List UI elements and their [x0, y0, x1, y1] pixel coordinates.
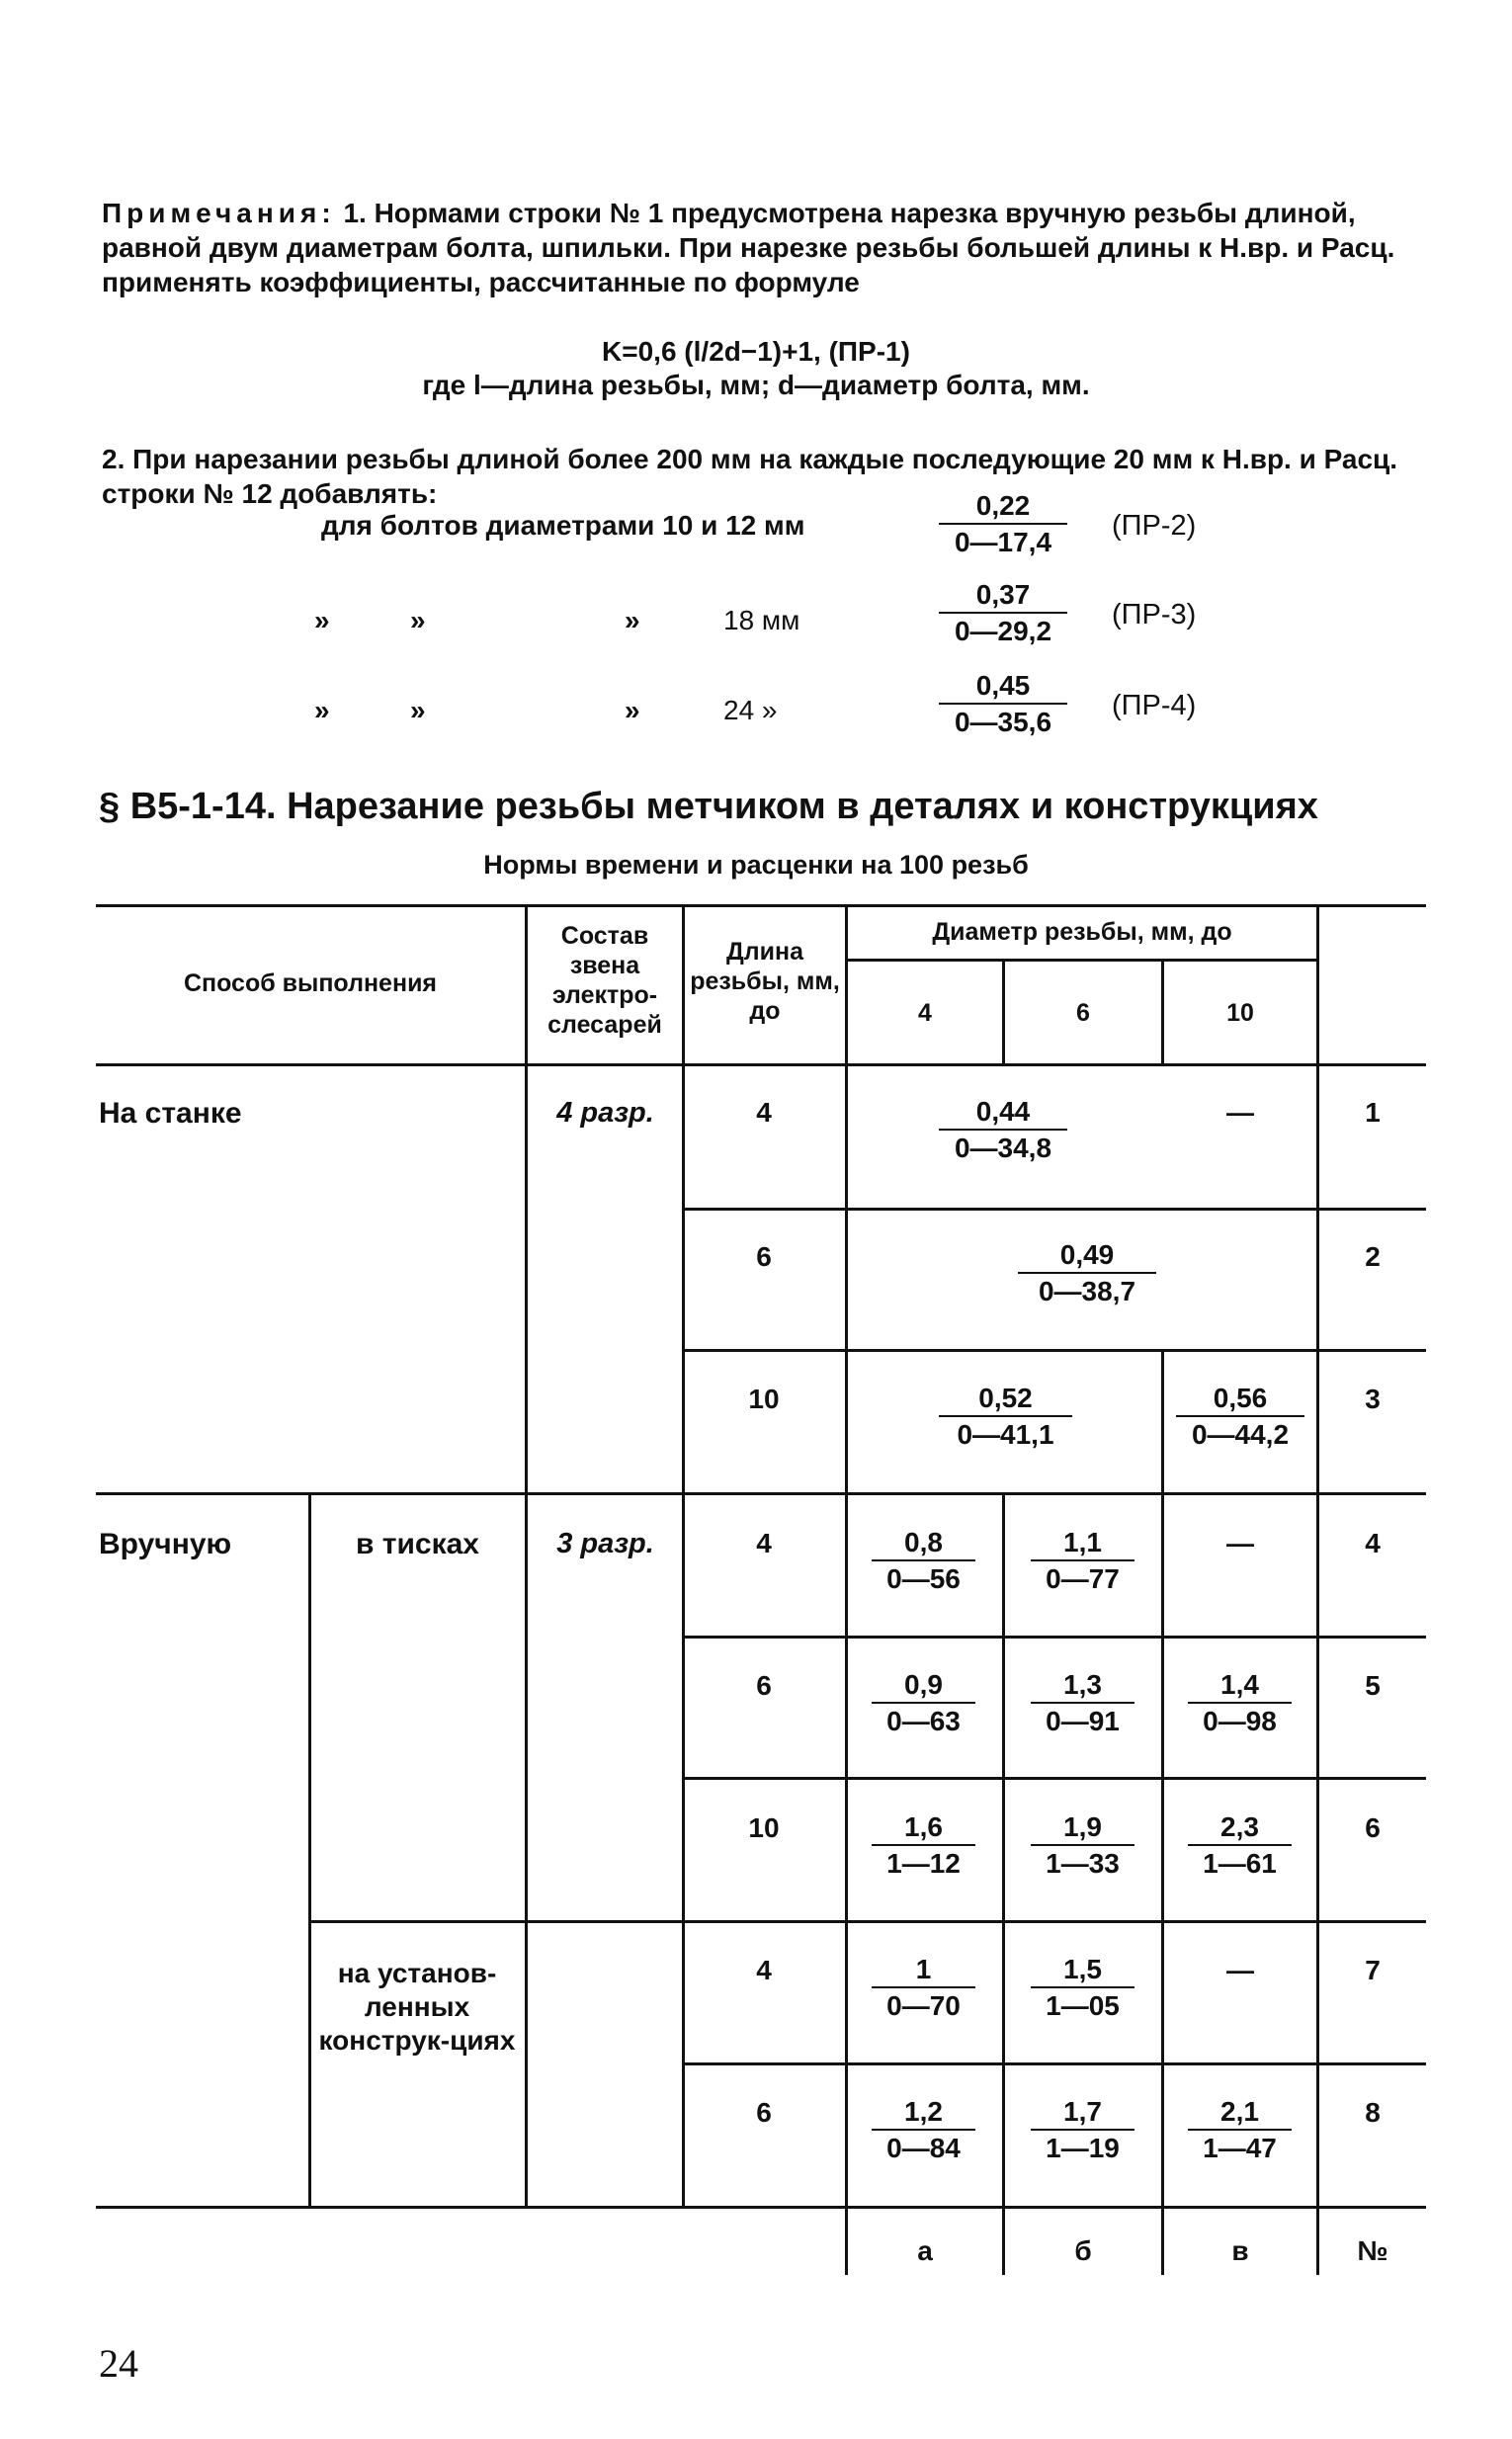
- row-8-den-a: 0—84: [886, 2133, 961, 2163]
- row-5-value-a: [872, 1668, 975, 1739]
- header-d10: 10: [1226, 999, 1254, 1027]
- section-subtitle: Нормы времени и расценки на 100 резьб: [483, 850, 1029, 880]
- row-8-value-b: [1031, 2095, 1134, 2166]
- ditto-mark: »: [410, 695, 426, 725]
- row-4-value-a: [872, 1526, 975, 1597]
- row-4-num-a: 0,8: [872, 1526, 975, 1561]
- row-7-den-b: 1—05: [1046, 1990, 1120, 2021]
- row-6-num-b: 1,9: [1031, 1810, 1134, 1846]
- row-8-den-c: 1—47: [1203, 2133, 1277, 2163]
- row-4-number: 4: [1365, 1528, 1381, 1558]
- row-3-value-ab: [939, 1382, 1072, 1453]
- row-1-value-c: —: [1226, 1097, 1254, 1128]
- row-7-length: 4: [756, 1955, 772, 1985]
- header-d4: 4: [918, 999, 932, 1027]
- row-1-number: 1: [1365, 1097, 1381, 1128]
- note-row-1-code: (ПР-2): [1112, 510, 1197, 542]
- row-4-den-a: 0—56: [886, 1563, 961, 1594]
- header-diameter: Диаметр резьбы, мм, до: [932, 918, 1232, 946]
- grade-machine: 4 разр.: [556, 1097, 654, 1129]
- col-rule: [1002, 1492, 1005, 2275]
- row-8-den-b: 1—19: [1046, 2133, 1120, 2163]
- row-6-length: 10: [748, 1812, 780, 1843]
- row-6-den-b: 1—33: [1046, 1848, 1120, 1879]
- note-1: [102, 196, 1431, 299]
- row-5-den-c: 0—98: [1203, 1706, 1277, 1736]
- header-bottom-rule: [96, 1063, 1426, 1066]
- page-number: 24: [99, 2341, 138, 2386]
- row-4-value-b: [1031, 1526, 1134, 1597]
- row-8-value-a: [872, 2095, 975, 2166]
- column-label-b: б: [1074, 2235, 1092, 2266]
- column-label-a: а: [917, 2235, 933, 2266]
- row-7-den-a: 0—70: [886, 1990, 961, 2021]
- ditto-mark: »: [314, 605, 330, 635]
- ditto-mark: »: [625, 605, 640, 635]
- row-5-den-b: 0—91: [1046, 1706, 1120, 1736]
- col-rule: [845, 904, 848, 2275]
- group-rule: [96, 1492, 1426, 1495]
- note-row-1-fraction: [939, 489, 1067, 560]
- row-6-den-a: 1—12: [886, 1848, 961, 1879]
- row-rule: [682, 2062, 1426, 2065]
- row-3-den-c: 0—44,2: [1191, 1419, 1290, 1450]
- ditto-mark: »: [410, 605, 426, 635]
- note-row-3-label: 24 »: [723, 695, 778, 725]
- method-installed: на установ-ленных конструк-циях: [318, 1958, 516, 2056]
- row-1-value-ab: [939, 1095, 1067, 1166]
- note-row-1-num: 0,22: [939, 489, 1067, 525]
- row-3-num-ab: 0,52: [939, 1382, 1072, 1417]
- row-5-value-b: [1031, 1668, 1134, 1739]
- row-3-num-c: 0,56: [1176, 1382, 1304, 1417]
- formula: K=0,6 (l/2d−1)+1, (ПР-1): [602, 336, 910, 367]
- column-label-number: №: [1357, 2235, 1388, 2266]
- note-row-2-fraction: [939, 578, 1067, 649]
- method-machine: На станке: [99, 1097, 242, 1130]
- ditto-mark: »: [625, 695, 640, 725]
- note-row-3-den: 0—35,6: [954, 707, 1052, 737]
- header-crew: Состав звена электро-слесарей: [547, 922, 662, 1039]
- row-4-den-b: 0—77: [1046, 1563, 1120, 1594]
- formula-where: где l—длина резьбы, мм; d—диаметр болта, мм.: [422, 370, 1090, 400]
- row-7-num-a: 1: [872, 1953, 975, 1988]
- diameter-header-rule: [847, 959, 1316, 962]
- row-2-num: 0,49: [1018, 1238, 1156, 1274]
- row-7-value-c: —: [1226, 1955, 1254, 1985]
- row-4-value-c: —: [1226, 1528, 1254, 1558]
- row-6-value-c: [1188, 1810, 1292, 1882]
- row-3-den-ab: 0—41,1: [957, 1419, 1054, 1450]
- row-8-num-b: 1,7: [1031, 2095, 1134, 2131]
- section-title: § В5-1-14. Нарезание резьбы метчиком в деталях и конструкциях: [99, 786, 1318, 827]
- row-6-value-a: [872, 1810, 975, 1882]
- note-row-2-num: 0,37: [939, 578, 1067, 614]
- row-2-den: 0—38,7: [1038, 1276, 1136, 1306]
- row-rule: [682, 1349, 1426, 1352]
- row-6-num-a: 1,6: [872, 1810, 975, 1846]
- note-row-1-label: для болтов диаметрами 10 и 12 мм: [321, 510, 805, 541]
- method-manual: Вручную: [99, 1528, 232, 1560]
- row-2-number: 2: [1365, 1241, 1381, 1272]
- row-5-num-b: 1,3: [1031, 1668, 1134, 1704]
- col-rule: [1161, 1349, 1164, 1492]
- row-2-value-all: [1018, 1238, 1156, 1309]
- row-5-value-c: [1188, 1668, 1292, 1739]
- table-bottom-rule: [96, 2206, 1426, 2209]
- row-3-length: 10: [748, 1384, 780, 1414]
- note-1-text: 1. Нормами строки № 1 предусмотрена нарезка вручную резьбы длиной, равной двум диаметрам болта, шпильки. При нарезке резьбы большей длины к Н.вр. и Расц. применять коэффициенты, рассчитанные по формуле: [102, 198, 1395, 297]
- col-rule: [525, 904, 528, 2206]
- row-8-value-c: [1188, 2095, 1292, 2166]
- row-5-length: 6: [756, 1670, 772, 1701]
- row-7-value-b: [1031, 1953, 1134, 2024]
- notes-label: Примечания:: [102, 198, 336, 228]
- note-2-text: 2. При нарезании резьбы длиной более 200 мм на каждые последующие 20 мм к Н.вр. и Расц. строки № 12 добавлять:: [102, 444, 1398, 509]
- row-6-num-c: 2,3: [1188, 1810, 1292, 1846]
- row-7-value-a: [872, 1953, 975, 2024]
- row-7-number: 7: [1365, 1955, 1381, 1985]
- note-row-2-den: 0—29,2: [954, 616, 1052, 646]
- ditto-mark: »: [314, 695, 330, 725]
- row-4-num-b: 1,1: [1031, 1526, 1134, 1561]
- row-8-length: 6: [756, 2097, 772, 2128]
- col-rule: [308, 1492, 311, 2206]
- row-3-value-c: [1176, 1382, 1304, 1453]
- grade-manual: 3 разр.: [556, 1528, 654, 1559]
- column-label-c: в: [1231, 2235, 1249, 2266]
- row-6-den-c: 1—61: [1203, 1848, 1277, 1879]
- header-d6: 6: [1076, 999, 1090, 1027]
- row-8-number: 8: [1365, 2097, 1381, 2128]
- row-rule: [682, 1636, 1426, 1639]
- row-1-num: 0,44: [939, 1095, 1067, 1131]
- note-row-3-code: (ПР-4): [1112, 690, 1197, 721]
- row-5-num-c: 1,4: [1188, 1668, 1292, 1704]
- row-1-den: 0—34,8: [954, 1133, 1052, 1163]
- row-4-length: 4: [756, 1528, 772, 1558]
- table-top-rule: [96, 904, 1426, 907]
- row-7-num-b: 1,5: [1031, 1953, 1134, 1988]
- row-1-length: 4: [756, 1097, 772, 1128]
- note-row-2-label: 18 мм: [723, 605, 800, 635]
- subgroup-rule: [308, 1920, 1426, 1923]
- row-rule: [682, 1208, 1426, 1211]
- row-8-num-a: 1,2: [872, 2095, 975, 2131]
- row-8-num-c: 2,1: [1188, 2095, 1292, 2131]
- note-row-2-code: (ПР-3): [1112, 599, 1197, 631]
- note-row-3-num: 0,45: [939, 669, 1067, 705]
- header-method: Способ выполнения: [183, 969, 438, 997]
- row-5-number: 5: [1365, 1670, 1381, 1701]
- header-length: Длина резьбы, мм, до: [690, 938, 840, 1025]
- note-row-3-fraction: [939, 669, 1067, 740]
- col-rule: [1161, 1492, 1164, 2275]
- row-2-length: 6: [756, 1241, 772, 1272]
- row-6-number: 6: [1365, 1812, 1381, 1843]
- row-rule: [682, 1777, 1426, 1780]
- method-vise: в тисках: [356, 1528, 479, 1560]
- row-6-value-b: [1031, 1810, 1134, 1882]
- row-3-number: 3: [1365, 1384, 1381, 1414]
- note-row-1-den: 0—17,4: [954, 527, 1052, 557]
- row-5-num-a: 0,9: [872, 1668, 975, 1704]
- row-5-den-a: 0—63: [886, 1706, 961, 1736]
